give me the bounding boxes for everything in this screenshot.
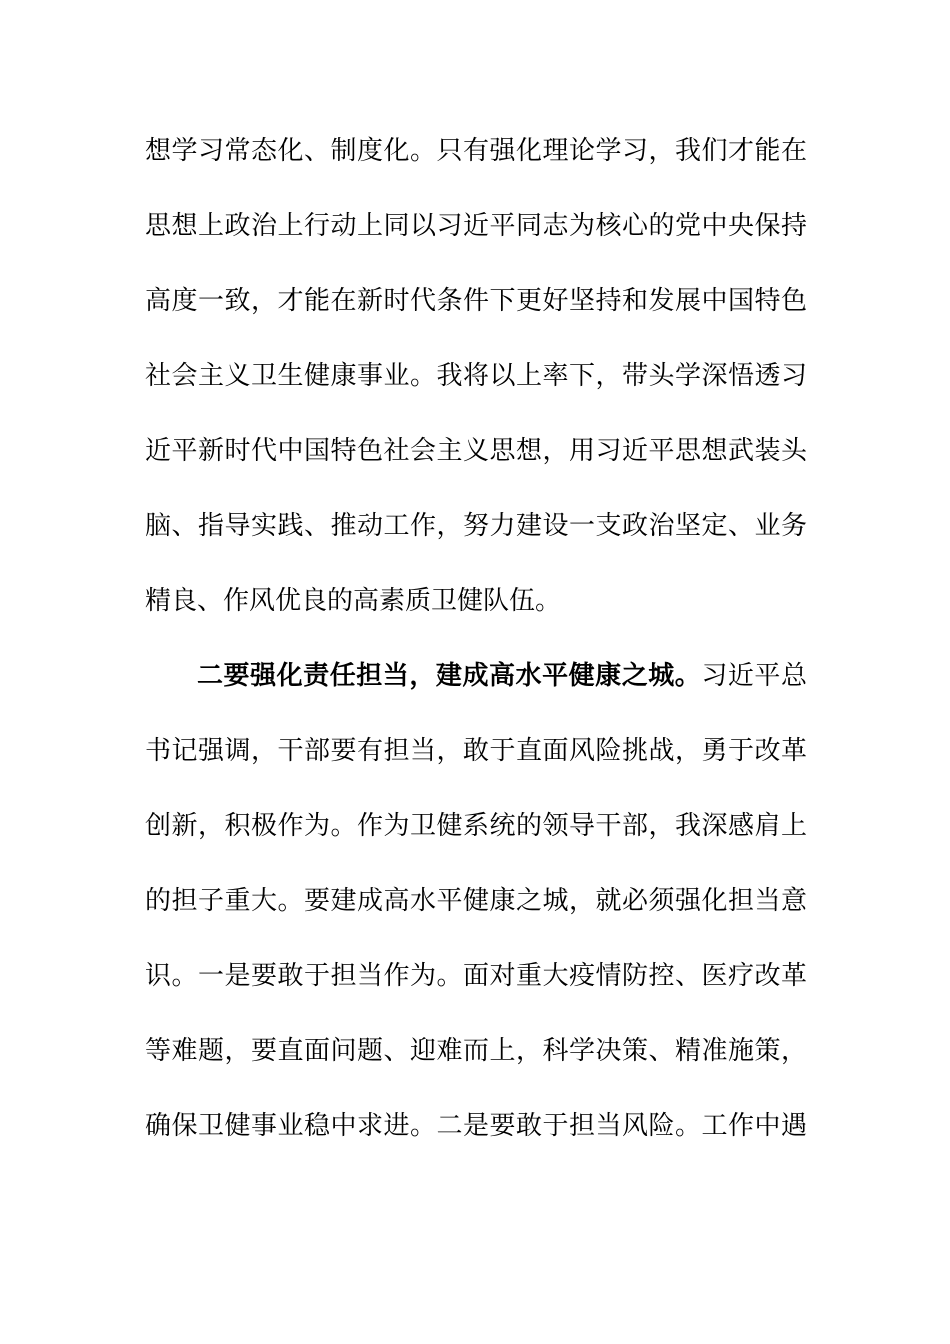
paragraph-line: 高度一致，才能在新时代条件下更好坚持和发展中国特色	[145, 286, 807, 316]
body-text	[145, 118, 807, 1168]
section-heading-line	[145, 643, 807, 718]
section-heading: 二要强化责任担当，建成高水平健康之城。	[197, 661, 702, 691]
paragraph-line: 等难题，要直面问题、迎难而上，科学决策、精准施策，	[145, 1036, 807, 1066]
paragraph-line: 脑、指导实践、推动工作，努力建设一支政治坚定、业务	[145, 511, 807, 541]
paragraph-line: 近平新时代中国特色社会主义思想，用习近平思想武装头	[145, 436, 807, 466]
paragraph-line: 想学习常态化、制度化。只有强化理论学习，我们才能在	[145, 136, 807, 166]
paragraph-line: 社会主义卫生健康事业。我将以上率下，带头学深悟透习	[145, 361, 807, 391]
paragraph-line: 的担子重大。要建成高水平健康之城，就必须强化担当意	[145, 886, 807, 916]
paragraph-line: 识。一是要敢于担当作为。面对重大疫情防控、医疗改革	[145, 961, 807, 991]
paragraph-line: 创新，积极作为。作为卫健系统的领导干部，我深感肩上	[145, 811, 807, 841]
paragraph-line: 精良、作风优良的高素质卫健队伍。	[145, 586, 562, 616]
paragraph-line: 思想上政治上行动上同以习近平同志为核心的党中央保持	[145, 211, 807, 241]
paragraph-text: 习近平总	[701, 661, 807, 691]
paragraph-line: 书记强调，干部要有担当，敢于直面风险挑战，勇于改革	[145, 736, 807, 766]
paragraph-line: 确保卫健事业稳中求进。二是要敢于担当风险。工作中遇	[145, 1111, 807, 1141]
